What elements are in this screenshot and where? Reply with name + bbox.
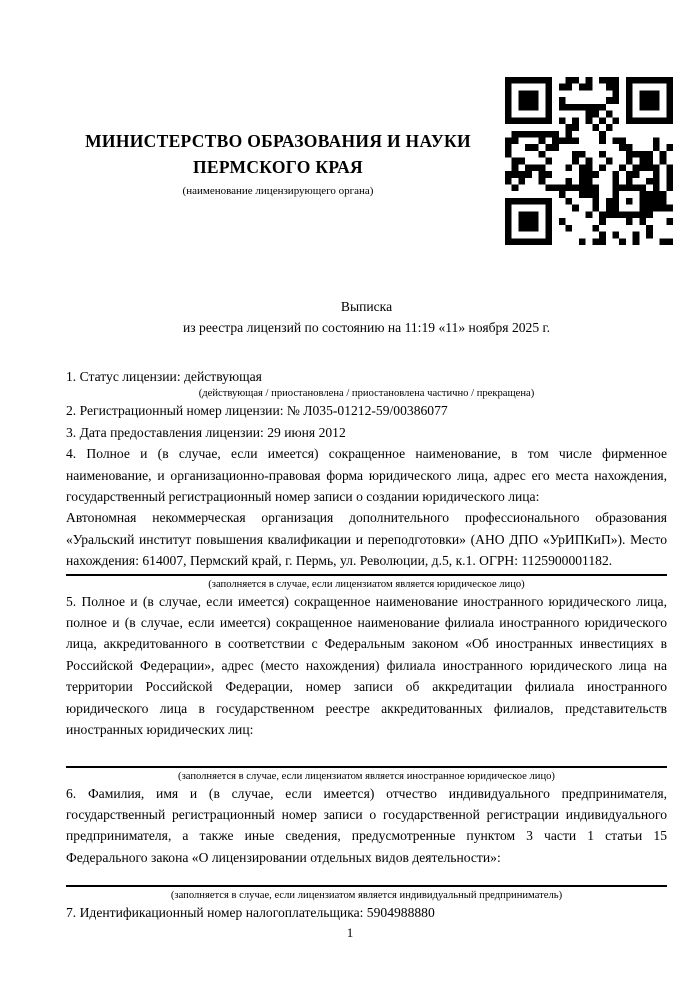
item-4-caption: (заполняется в случае, если лицензиатом является юридическое лицо) xyxy=(208,578,525,590)
item-5-fill-line xyxy=(66,766,667,768)
item-2-registration-number: 2. Регистрационный номер лицензии: № Л035-01212-59/00386077 xyxy=(66,403,448,419)
qr-code-icon xyxy=(505,77,673,245)
document-body xyxy=(66,366,667,924)
title-line2: из реестра лицензий по состоянию на 11:19 «11» ноября 2025 г. xyxy=(182,319,550,335)
item-6-caption: (заполняется в случае, если лицензиатом является индивидуальный предприниматель) xyxy=(170,890,563,902)
ministry-name-line1: МИНИСТЕРСТВО ОБРАЗОВАНИЯ И НАУКИ xyxy=(85,131,471,151)
item-6-question: 6. Фамилия, имя и (в случае, если имеется) отчество индивидуального предпринимателя, государственный регистрационный номер записи о государственной регистрации индивидуального предпринимателя, а также иные сведения, предусмотренные пунктом 3 части 1 статьи 15 Федерального закона «О лицензировании отдельных видов деятельности»: xyxy=(66,785,667,865)
item-1-license-status: 1. Статус лицензии: действующая xyxy=(66,369,262,384)
licensing-authority-caption: (наименование лицензирующего органа) xyxy=(182,185,374,197)
item-4-question: 4. Полное и (в случае, если имеется) сокращенное наименование, в том числе фирменное наименование, и организационно-правовая форма юридического лица, адрес его места нахождения, государственный регистрационный номер записи о создании юридического лица: xyxy=(66,446,667,505)
title-line1: Выписка xyxy=(340,299,393,314)
item-5-question: 5. Полное и (в случае, если имеется) сокращенное наименование иностранного юридического лица, полное и (в случае, если имеется) сокращенное наименование филиала иностранного юридического лица, аккредитованного в соответствии с Федеральным законом «Об иностранных инвестициях в Российской Федерации», адрес (место нахождения) филиала иностранного юридического лица на территории Российской Федерации, номер записи об аккредитации филиала иностранного юридического лица в государственном реестре аккредитованных филиалов, представительств иностранных юридических лиц: xyxy=(66,593,667,738)
item-4-answer: Автономная некоммерческая организация дополнительного профессионального образования «Уральский институт повышения квалификации и переподготовки» (АНО ДПО «УрИПКиП»). Место нахождения: 614007, Пермский край, г. Пермь, ул. Революции, д.5, к.1. ОГРН: 1125900001182. xyxy=(66,510,667,569)
item-3-license-date: 3. Дата предоставления лицензии: 29 июня 2012 xyxy=(66,424,346,440)
page-number: 1 xyxy=(346,925,354,940)
item-4-fill-line xyxy=(66,574,667,576)
document-title xyxy=(66,297,667,338)
item-1-caption: (действующая / приостановлена / приостановлена частично / прекращена) xyxy=(198,388,535,400)
licensing-authority-header xyxy=(66,128,490,198)
item-7-inn: 7. Идентификационный номер налогоплательщика: 5904988880 xyxy=(66,905,435,921)
item-6-fill-line xyxy=(66,885,667,887)
item-5-caption: (заполняется в случае, если лицензиатом является иностранное юридическое лицо) xyxy=(178,770,555,782)
ministry-name-line2: ПЕРМСКОГО КРАЯ xyxy=(193,157,363,177)
